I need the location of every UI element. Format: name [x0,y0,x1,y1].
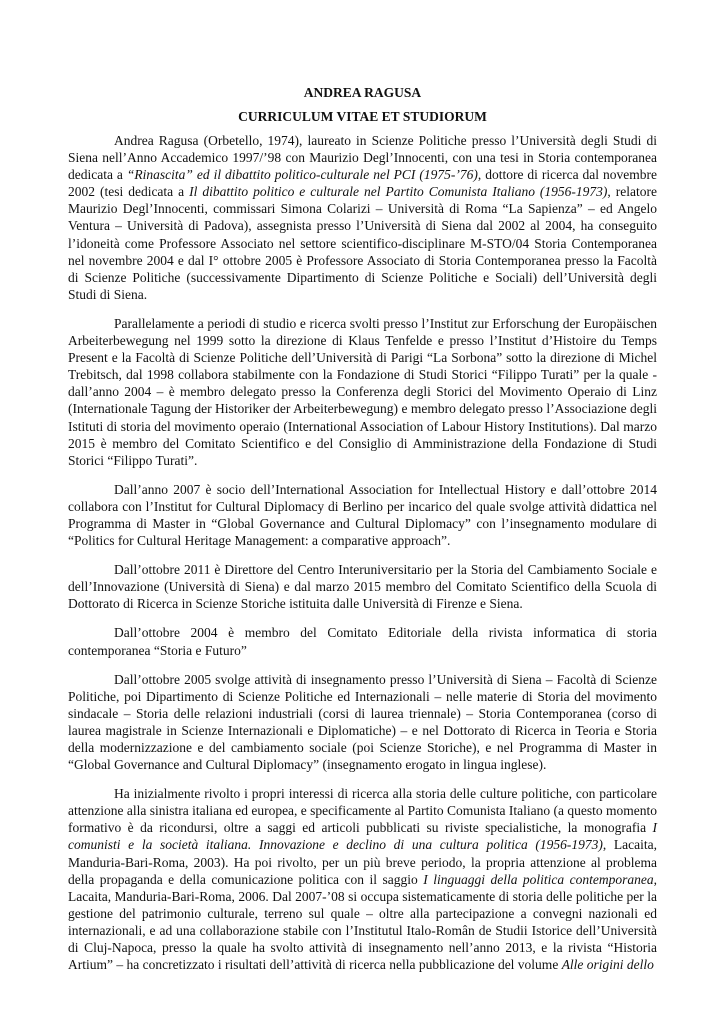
text-run: Ha inizialmente rivolto i propri interessi di ricerca alla storia delle culture politiche, con particolare attenzione alla sinistra italiana ed europea, e specificamente al Partito Comunista Italiano (a questo momento formativo è da ricondursi, oltre a saggi ed articoli pubblicati su riviste specialistiche, la monografia [68,786,657,836]
essay-title: I linguaggi della politica contemporanea [423,871,654,887]
text-run: Parallelamente a periodi di studio e ricerca svolti presso l’Institut zur Erforschung der Europäischen Arbeiterbewegung nel 1999 sotto la direzione di Klaus Tenfelde e presso l’Institut d’Histoire du Temps Present e la Facoltà di Scienze Politiche dell’Università di Parigi “La Sorbona” sotto la direzione di Michel Trebitsch, dal 1998 collabora stabilmente con la Fondazione di Studi Storici “Filippo Turati” per la quale - dall’anno 2004 – è membro delegato presso la Conferenza degli Storici del Movimento Operaio di Linz (Internationale Tagung der Historiker der Arbeiterbewegung) e membro delegato presso l’Associazione degli Istituti di storia del movimento operaio (International Association of Labour History Institutions). Dal marzo 2015 è membro del Comitato Scientifico e del Consiglio di Amministrazione della Fondazione di Studi Storici “Filippo Turati”. [68,315,657,468]
document-body [68,84,657,985]
text-run: Dall’ottobre 2004 è membro del Comitato Editoriale della rivista informatica di storia contemporanea “Storia e Futuro” [68,625,657,658]
monograph-title: I comunisti e la società italiana. Innovazione e declino di una cultura politica (1956-1973) [68,820,657,853]
text-run: Dall’ottobre 2005 svolge attività di insegnamento presso l’Università di Siena – Facoltà di Scienze Politiche, poi Dipartimento di Scienze Politiche ed Internazionali – nelle materie di Storia del movimento sindacale – Storia delle relazioni industriali (corsi di laurea triennale) – Storia Contemporanea (corso di laurea magistrale in Scienze Internazionali e Diplomatiche) – e nel Dottorato di Ricerca in Teoria e Storia della modernizzazione e del cambiamento sociale (poi Scienze Storiche), e nel Programma di Master in “Global Governance and Cultural Diplomacy” (insegnamento erogato in lingua inglese). [68,671,657,773]
author-name: ANDREA RAGUSA [303,85,422,100]
paragraph-7 [68,785,657,973]
paragraph-1 [68,132,657,303]
document-title: CURRICULUM VITAE ET STUDIORUM [238,109,487,124]
text-run: , Lacaita, Manduria-Bari-Roma, 2006. Dal 2007-’08 si occupa sistematicamente di storia delle politiche per la gestione del patrimonio culturale, terreno sul quale – oltre alla partecipazione a convegni nazionali ed internazionali, e ad una collaborazione stabile con l’Institutul Italo-Român de Studii Istorice dell’Università di Cluj-Napoca, presso la quale ha svolto attività di insegnamento nell’anno 2013, e la rivista “Historia Artium” – ha concretizzato i risultati dell’attività di ricerca nella pubblicazione del volume [68,871,658,973]
text-run: Dall’anno 2007 è socio dell’International Association for Intellectual History e dall’ottobre 2014 collabora con l’Institut for Cultural Diplomacy di Berlino per incarico del quale svolge attività didattica nel Programma di Master in “Global Governance and Cultural Diplomacy” con l’insegnamento modulare di “Politics for Cultural Heritage Management: a comparative approach”. [68,481,657,549]
volume-title: Alle origini dello [561,957,654,973]
text-run: , relatore Maurizio Degl’Innocenti, commissari Simona Colarizi – Università di Roma “La Sapienza” – ed Angelo Ventura – Università di Padova), assegnista presso l’Università di Siena dal 2002 al 2004, ha conseguito l’idoneità come Professore Associato nel settore scientifico-disciplinare M-STO/04 Storia Contemporanea nel novembre 2004 e dal I° ottobre 2005 è Professore Associato di Storia Contemporanea presso la Facoltà di Scienze Politiche (successivamente Dipartimento di Scienze Politiche e Sociali) dell’Università degli Studi di Siena. [68,184,657,302]
text-run: , Lacaita, Manduria-Bari-Roma, 2003). Ha poi rivolto, per un più breve periodo, la propria attenzione al problema della propaganda e della comunicazione politica con il saggio [68,837,657,887]
text-run: Dall’ottobre 2011 è Direttore del Centro Interuniversitario per la Storia del Cambiamento Sociale e dell’Innovazione (Università di Siena) e dal marzo 2015 membro del Comitato Scientifico della Scuola di Dottorato di Ricerca in Scienze Storiche istituita dalle Università di Firenze e Siena. [68,562,657,612]
paragraph-3 [68,481,657,549]
paragraph-5 [68,624,657,658]
thesis-title: “Rinascita” ed il dibattito politico-culturale nel PCI (1975-’76) [126,167,478,183]
text-run: Andrea Ragusa (Orbetello, 1974), laureato in Scienze Politiche presso l’Università degli Studi di Siena nell’Anno Accademico 1997/’98 con Maurizio Degl’Innocenti, con una tesi in Storia contemporanea dedicata a [68,133,657,183]
paragraph-2 [68,315,657,469]
doctoral-thesis-title: Il dibattito politico e culturale nel Partito Comunista Italiano (1956-1973) [189,184,608,200]
paragraph-4 [68,561,657,612]
paragraph-6 [68,671,657,774]
text-run: , dottore di ricerca dal novembre 2002 (tesi dedicata a [68,167,657,200]
